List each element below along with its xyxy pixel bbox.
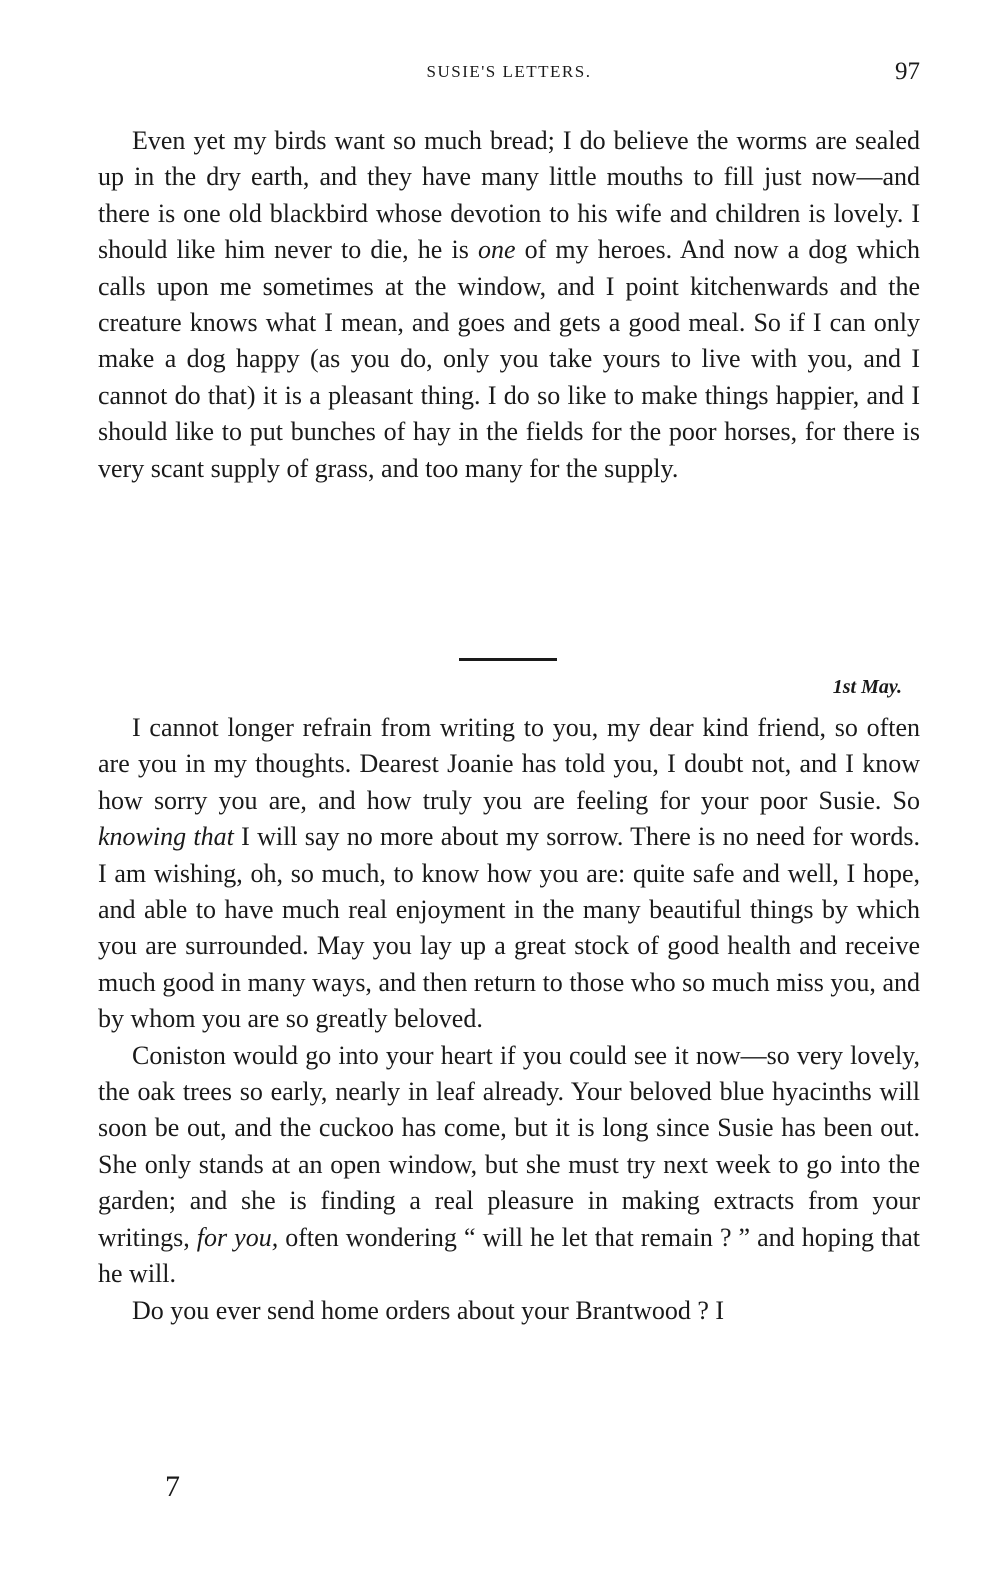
- paragraph-text: I will say no more about my sorrow. There is no need for words. I am wishing, oh, so much, to know how you are: quite safe and well, I hope, and able to have much real enjoyment in the many beautiful things by which you are surrounded. May you lay up a great stock of good health and receive much good in many ways, and then return to those who so much miss you, and by whom you are so greatly beloved.: [98, 822, 920, 1034]
- signature-mark: 7: [165, 1470, 180, 1503]
- page-number: 97: [895, 58, 920, 85]
- paragraph: [98, 1293, 920, 1329]
- running-header: [98, 58, 920, 88]
- paragraph: [98, 1038, 920, 1293]
- paragraph-text: Coniston would go into your heart if you could see it now—so very lovely, the oak trees so early, nearly in leaf already. Your beloved blue hyacinths will soon be out, and the cuckoo has come, but it is long since Susie has been out. She only stands at an open window, but she must try next week to go into the garden; and she is finding a real pleasure in making extracts from your writings,: [98, 1040, 920, 1252]
- emphasis-text: for you,: [196, 1222, 279, 1252]
- paragraph-text: Do you ever send home orders about your Brantwood ? I: [132, 1295, 725, 1325]
- paragraph-text: often wondering “ will he let that remain ? ” and hoping that he will.: [98, 1222, 920, 1289]
- emphasis-text: knowing that: [98, 822, 234, 852]
- letter-section-1: [98, 123, 920, 487]
- paragraph: [98, 123, 920, 487]
- paragraph-text: Even yet my birds want so much bread; I do believe the worms are sealed up in the dry earth, and they have many little mouths to fill just now—and there is one old blackbird whose devotion to his wife and children is lovely. I should like him never to die, he is one of my heroes. And now a dog which calls upon me sometimes at the window, and I point kitchenwards and the creature knows what I mean, and goes and gets a good meal. So if I can only make a dog happy (as you do, only you take yours to live with you, and I cannot do that) it is a pleasant thing. I do so like to make things happier, and I should like to put bunches of hay in the fields for the poor horses, for there is very scant supply of grass, and too many for the supply.: [98, 126, 920, 483]
- running-title: SUSIE'S LETTERS.: [426, 62, 592, 81]
- dateline: 1st May.: [832, 676, 902, 698]
- paragraph: [98, 710, 920, 1038]
- section-divider: [459, 658, 557, 661]
- paragraph-text: I cannot longer refrain from writing to you, my dear kind friend, so often are you in my thoughts. Dearest Joanie has told you, I doubt not, and I know how sorry you are, and how truly you are feeling for your poor Susie. So: [98, 713, 920, 815]
- letter-section-2: [98, 710, 920, 1329]
